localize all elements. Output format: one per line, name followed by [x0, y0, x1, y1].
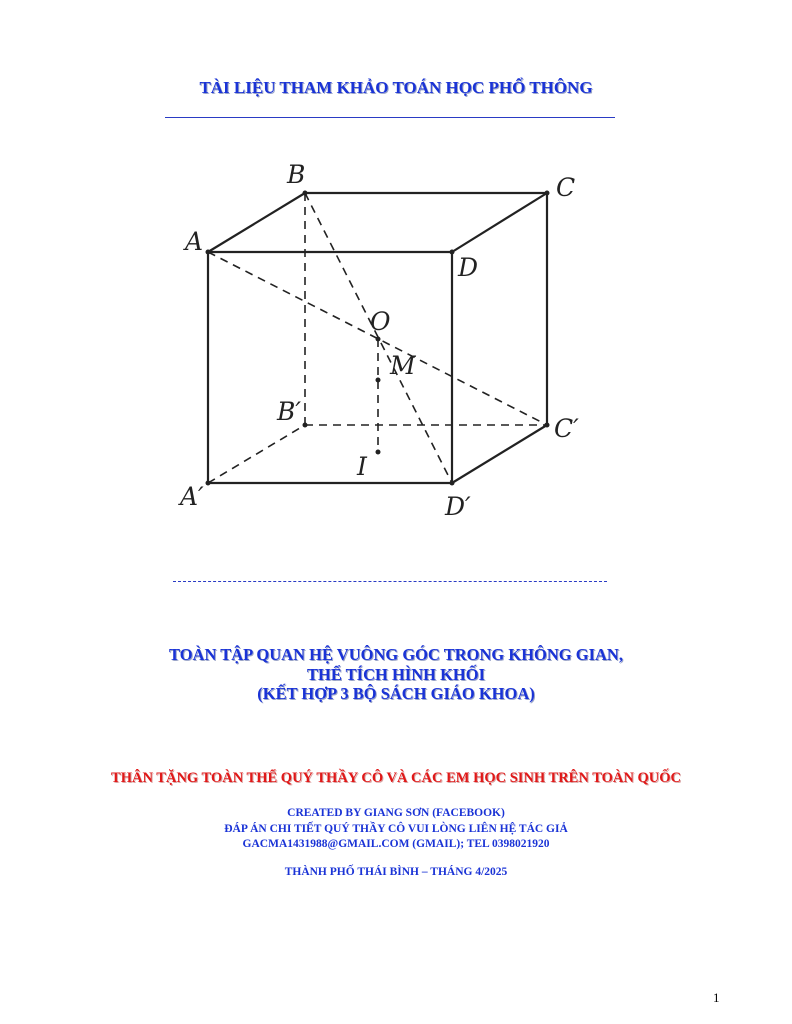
main-title-line-2: THỂ TÍCH HÌNH KHỐI — [306, 664, 486, 684]
point-A — [206, 250, 211, 255]
document-main-title — [0, 645, 792, 704]
label-B: B — [287, 160, 306, 189]
credits-line-3: GACMA1431988@GMAIL.COM (GMAIL); TEL 0398021920 — [242, 838, 550, 850]
label-I: I — [357, 452, 367, 481]
label-C: C — [556, 173, 576, 202]
point-A1 — [206, 481, 211, 486]
place-and-date: THÀNH PHỐ THÁI BÌNH – THÁNG 4/2025 — [284, 866, 508, 878]
main-title-line-1: TOÀN TẬP QUAN HỆ VUÔNG GÓC TRONG KHÔNG GIAN, — [169, 645, 623, 664]
dedication-line: THÂN TẶNG TOÀN THỂ QUÝ THẦY CÔ VÀ CÁC EM HỌC SINH TRÊN TOÀN QUỐC — [111, 770, 681, 786]
main-title-line-3: (KẾT HỢP 3 BỘ SÁCH GIÁO KHOA) — [257, 684, 535, 703]
edge-A1B1 — [208, 425, 305, 483]
point-C1 — [545, 423, 550, 428]
section-divider — [173, 581, 607, 582]
point-D1 — [450, 481, 455, 486]
point-I — [376, 450, 381, 455]
label-B1: B′ — [277, 397, 302, 426]
header-underline — [165, 117, 615, 118]
label-A1: A′ — [180, 482, 204, 511]
label-C1: C′ — [554, 414, 579, 443]
edge-AB — [208, 193, 305, 252]
point-B — [303, 191, 308, 196]
point-M — [376, 378, 381, 383]
edge-CD — [452, 193, 547, 252]
cube-diagram — [170, 150, 610, 530]
point-B1 — [303, 423, 308, 428]
edge-D1C1 — [452, 425, 547, 483]
point-O — [376, 337, 381, 342]
label-M: M — [390, 351, 416, 380]
point-D — [450, 250, 455, 255]
label-D1: D′ — [445, 492, 471, 521]
document-header-title: TÀI LIỆU THAM KHẢO TOÁN HỌC PHỔ THÔNG — [199, 78, 593, 97]
author-credits — [0, 806, 792, 853]
point-C — [545, 191, 550, 196]
label-A: A — [185, 227, 204, 256]
credits-line-2: ĐÁP ÁN CHI TIẾT QUÝ THẦY CÔ VUI LÒNG LIÊN HỆ TÁC GIẢ — [224, 822, 568, 835]
label-O: O — [370, 307, 391, 336]
credits-line-1: CREATED BY GIANG SƠN (FACEBOOK) — [287, 807, 505, 819]
label-D: D — [458, 253, 479, 282]
page-number: 1 — [713, 990, 720, 1005]
